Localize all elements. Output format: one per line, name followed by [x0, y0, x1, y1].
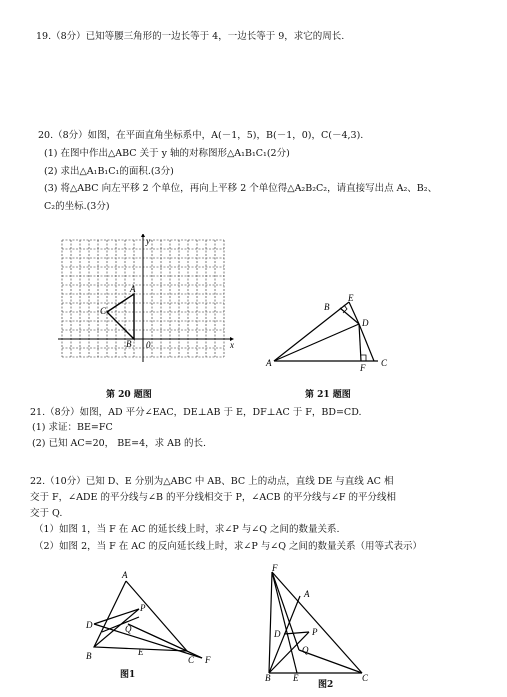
axis-y-label: y: [146, 236, 150, 246]
question-22-line3: 交于 Q.: [30, 508, 63, 519]
label-a: A: [122, 570, 128, 580]
figure-21-caption: 第 21 题图: [305, 390, 351, 400]
label-b: B: [324, 302, 330, 312]
label-c: C: [381, 358, 388, 368]
question-22-part2: （2）如图 2，当 F 在 AC 的反向延长线上时，求∠P 与∠Q 之间的数量关系（用等式表示）: [34, 541, 423, 552]
label-b: B: [126, 339, 132, 349]
question-21-part2: (2) 已知 AC=20， BE=4，求 AB 的长.: [32, 438, 207, 449]
figure-22-1-caption: 图1: [120, 670, 136, 680]
label-c: C: [188, 655, 195, 665]
question-22-part1: （1）如图 1，当 F 在 AC 的延长线上时，求∠P 与∠Q 之间的数量关系.: [34, 524, 340, 535]
label-q: Q: [125, 624, 132, 634]
question-22-line1: 22.（10分）已知 D、E 分别为△ABC 中 AB、BC 上的动点，直线 DE 与直线 AC 相: [30, 476, 394, 487]
question-22-line2: 交于 F，∠ADE 的平分线与∠B 的平分线相交于 P，∠ACB 的平分线与∠F 的平分线相: [30, 492, 397, 503]
question-20-part1: (1) 在图中作出△ABC 关于 y 轴的对称图形△A₁B₁C₁(2分): [44, 148, 290, 159]
figure-20-grid: [58, 234, 238, 364]
label-a: A: [266, 358, 272, 368]
question-20-part3-line1: (3) 将△ABC 向左平移 2 个单位，再向上平移 2 个单位得△A₂B₂C₂，请直接写出点 A₂、B₂、: [44, 183, 438, 194]
label-d: D: [274, 629, 281, 639]
label-e: E: [138, 647, 144, 657]
question-21-stem: 21.（8分）如图，AD 平分∠EAC，DE⊥AB 于 E，DF⊥AC 于 F，BD=CD.: [30, 407, 362, 418]
question-20-part2: (2) 求出△A₁B₁C₁的面积.(3分): [44, 166, 174, 177]
question-20-stem: 20.（8分）如图，在平面直角坐标系中，A(－1，5)，B(－1，0)，C(－4,3).: [38, 130, 364, 141]
label-d: D: [86, 620, 93, 630]
label-c: C: [362, 673, 369, 681]
label-d: D: [362, 318, 369, 328]
label-c: C: [100, 306, 107, 316]
label-p: P: [312, 627, 318, 637]
axis-x-label: x: [230, 340, 234, 350]
figure-20-caption: 第 20 题图: [106, 390, 152, 400]
figure-22-2: [262, 563, 378, 681]
figure-21: [262, 292, 392, 374]
figure-22-1: [84, 567, 220, 677]
label-f: F: [360, 363, 366, 373]
question-21-part1: (1) 求证：BE=FC: [32, 422, 113, 433]
label-f: F: [205, 655, 211, 665]
label-b: B: [265, 673, 271, 681]
label-b: B: [86, 651, 92, 661]
label-p: P: [140, 603, 146, 613]
triangle-abc: [107, 294, 134, 339]
label-a: A: [304, 589, 310, 599]
label-a: A: [130, 284, 136, 294]
origin-label: 0: [146, 340, 151, 350]
question-20-part3-line2: C₂的坐标.(3分): [44, 201, 110, 212]
label-e: E: [293, 673, 299, 681]
label-e: E: [348, 293, 354, 303]
question-19: 19.（8分）已知等腰三角形的一边长等于 4，一边长等于 9，求它的周长.: [36, 31, 345, 42]
figure-22-2-caption: 图2: [318, 680, 334, 690]
label-q: Q: [302, 645, 309, 655]
label-f: F: [272, 563, 278, 573]
